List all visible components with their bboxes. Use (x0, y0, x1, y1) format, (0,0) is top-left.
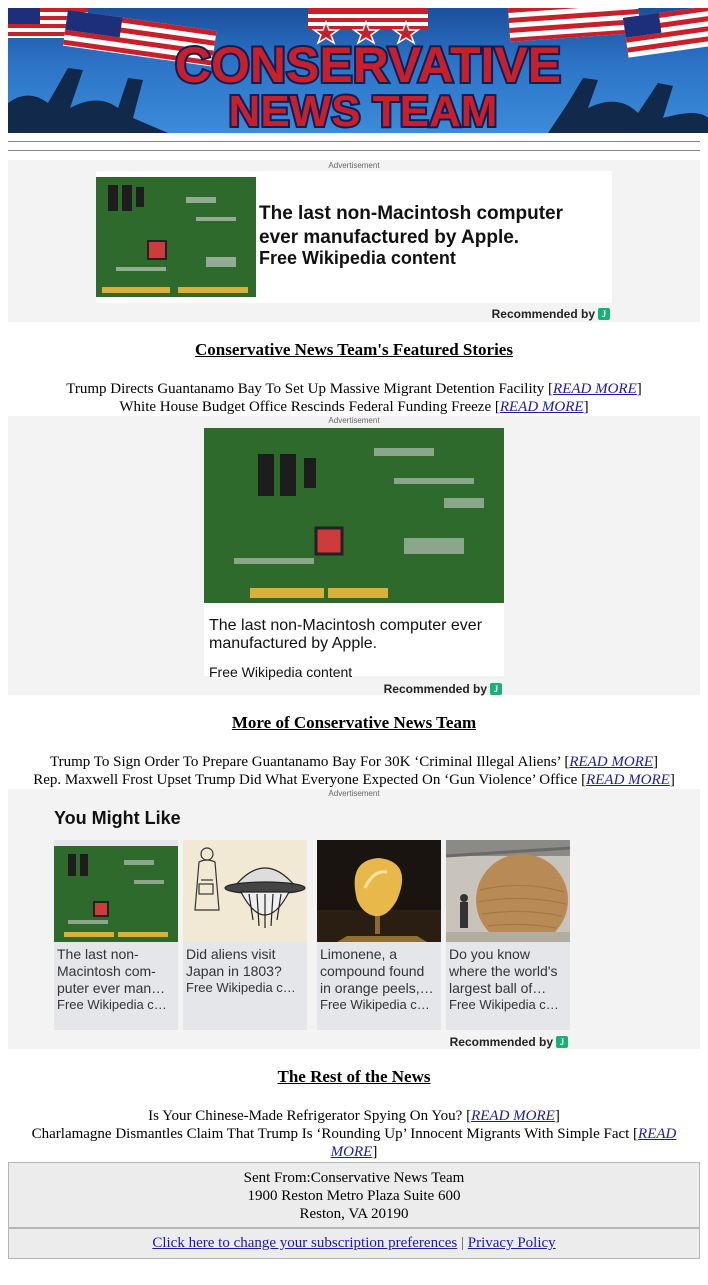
card-title: Did aliens visit Japan in 1803? (186, 946, 282, 979)
story-item: Rep. Maxwell Frost Upset Trump Did What Everyone Expected On ‘Gun Violence’ Office [READ MORE] (33, 772, 675, 788)
story-item: Trump Directs Guantanamo Bay To Set Up Massive Migrant Detention Facility [READ MORE] (66, 381, 642, 397)
advertisement-label: Advertisement (328, 161, 380, 170)
sent-from: Sent From:Conservative News Team (243, 1170, 465, 1186)
story-item: Is Your Chinese-Made Refrigerator Spying On You? [READ MORE] (148, 1108, 560, 1124)
story-title: Trump To Sign Order To Prepare Guantanamo Bay For 30K ‘Criminal Illegal Aliens’ (49, 754, 561, 770)
divider (8, 141, 700, 142)
story-title: Is Your Chinese-Made Refrigerator Spying On You? (148, 1108, 463, 1124)
read-more-link[interactable]: READ MORE (553, 381, 637, 397)
ad-block-1 (8, 160, 700, 322)
banner-title-line2: NEWS TEAM (228, 87, 498, 133)
divider (8, 150, 700, 151)
card-source: Free Wikipedia c… (57, 997, 167, 1012)
ad-2-headline[interactable]: The last non-Macintosh computer ever manufactured by Apple. (209, 617, 483, 652)
read-more-link[interactable]: READ MORE (471, 1108, 555, 1124)
privacy-policy-link[interactable]: Privacy Policy (467, 1235, 556, 1251)
advertisement-label: Advertisement (328, 789, 380, 798)
recommendation-card[interactable] (446, 840, 570, 1030)
footer-address-box (8, 1162, 700, 1228)
featured-heading: Conservative News Team's Featured Stories (195, 340, 513, 359)
jubna-logo-icon: J (598, 308, 610, 320)
read-more-link[interactable]: READ MORE (569, 754, 654, 770)
recommended-by-label: Recommended by (383, 682, 487, 696)
story-item: Charlamagne Dismantles Claim That Trump Is ‘Rounding Up’ Innocent Migrants With Simple Fact [READ MORE] (31, 1126, 677, 1160)
read-more-link[interactable]: READ MORE (330, 1126, 677, 1160)
card-source: Free Wikipedia c… (320, 997, 430, 1012)
address-line-2: Reston, VA 20190 (299, 1206, 409, 1222)
story-title: Charlamagne Dismantles Claim That Trump Is ‘Rounding Up’ Innocent Migrants With Simple Fact (31, 1126, 630, 1142)
more-story-list (8, 753, 700, 789)
story-item: Trump To Sign Order To Prepare Guantanamo Bay For 30K ‘Criminal Illegal Aliens’ [READ MORE] (49, 754, 659, 770)
ad-block-2 (8, 416, 700, 695)
more-heading: More of Conservative News Team (231, 713, 477, 732)
story-title: Trump Directs Guantanamo Bay To Set Up Massive Migrant Detention Facility (66, 381, 545, 397)
lemon-sculpture-image (317, 840, 441, 942)
card-source: Free Wikipedia c… (449, 997, 559, 1012)
recommendation-card[interactable] (54, 840, 178, 1030)
ad-1-headline[interactable]: The last non-Macintosh computer ever manufactured by Apple. (259, 203, 564, 248)
subscription-preferences-link[interactable]: Click here to change your subscription preferences (152, 1235, 458, 1251)
advertisement-label: Advertisement (328, 416, 380, 425)
card-title: Limonene, a compound found in orange peels,… (320, 946, 434, 996)
you-might-like-heading: You Might Like (54, 808, 181, 828)
twine-ball-image (446, 840, 570, 942)
card-source: Free Wikipedia c… (186, 980, 296, 995)
story-title: Rep. Maxwell Frost Upset Trump Did What Everyone Expected On ‘Gun Violence’ Office (33, 772, 578, 788)
address-line-1: 1900 Reston Metro Plaza Suite 600 (247, 1188, 461, 1204)
read-more-link[interactable]: READ MORE (499, 399, 584, 415)
card-title: Do you know where the world's largest ball of… (449, 946, 558, 996)
ad-2-source: Free Wikipedia content (209, 664, 353, 680)
recommended-by-label: Recommended by (449, 1035, 553, 1049)
recommended-by[interactable] (492, 305, 610, 323)
card-title: The last non-Macintosh com-puter ever man… (57, 946, 166, 996)
jubna-logo-icon: J (556, 1036, 568, 1048)
circuit-board-image (96, 177, 256, 297)
banner-title-line1: CONSERVATIVE (174, 37, 562, 93)
header-banner (8, 8, 708, 133)
link-separator: | (460, 1235, 464, 1251)
ad-block-3 (8, 789, 700, 1049)
recommended-by[interactable] (384, 680, 502, 698)
story-title: White House Budget Office Rescinds Federal Funding Freeze (119, 399, 492, 415)
recommended-by-label: Recommended by (491, 307, 595, 321)
footer-links-box (8, 1228, 700, 1259)
recommended-by[interactable] (450, 1033, 568, 1051)
circuit-board-image (54, 840, 178, 942)
rest-story-list (8, 1107, 700, 1161)
read-more-link[interactable]: READ MORE (586, 772, 670, 788)
rest-heading: The Rest of the News (277, 1067, 431, 1086)
ad-1-source: Free Wikipedia content (259, 248, 456, 268)
jubna-logo-icon: J (490, 683, 502, 695)
recommendation-card[interactable] (317, 840, 441, 1030)
recommendation-card[interactable] (183, 840, 307, 1030)
ad-1-card[interactable] (96, 171, 612, 303)
featured-story-list (8, 380, 700, 416)
ad-2-card[interactable] (204, 428, 504, 680)
utsuro-bune-sketch-image (183, 840, 307, 942)
story-item: White House Budget Office Rescinds Federal Funding Freeze [READ MORE] (119, 399, 589, 415)
circuit-board-image (204, 428, 504, 603)
banner-art (8, 8, 708, 133)
